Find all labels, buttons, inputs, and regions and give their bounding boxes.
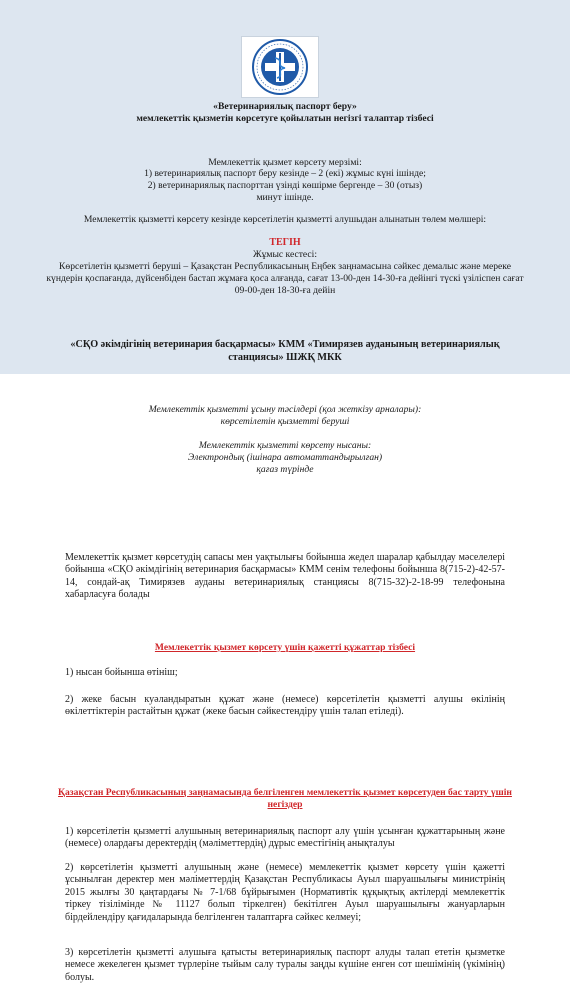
schedule-title: Жұмыс кестесі: [252,249,318,260]
schedule-body: Көрсетілетін қызметті беруші – Қазақстан Республикасының Еңбек заңнамасына сәйкес демалыс және мереке күндерін қоспағанда, дүйсенбіден бастап жұмаға қоса алғанда, сағат 13-00-ден 14-30-ға дейінгі түскі үзіліспен сағат 09-00-ден 18-30-ға дейін [46,261,524,296]
service-form-value-line1: Электрондық (ішінара автоматтандырылған) [187,452,383,463]
service-form-value-line2: қағаз түрінде [256,464,314,475]
documents-item-2: 2) жеке басын куәландыратын құжат және (немесе) көрсетілетін қызметті алушы өкілінің өкілеттіктерін растайтын құжат (жеке басын сәйкестендіру үшін талап етіледі). [65,694,505,718]
service-form-title: Мемлекеттік қызметті көрсету нысаны: [198,440,372,451]
documents-item-1: 1) нысан бойынша өтініш; [65,667,178,678]
fee-title: Мемлекеттік қызметті көрсету кезінде көрсетілетін қызметті алушыдан алынатын төлем мөлшері: [83,214,487,225]
term-item-1: 1) ветеринариялық паспорт беру кезінде – 2 (екі) жұмыс күні ішінде; [144,168,426,179]
contacts-paragraph: Мемлекеттік қызмет көрсетудің сапасы мен уақтылығы бойынша жедел шаралар қабылдау мәселелері бойынша «СҚО әкімдігінің ветеринария басқармасы» КММ сенім телефоны бойынша 8(715-2)-42-57-14, сондай-ақ Тимирязев ауданы ветеринариялық станциясы 8(715-32)-2-18-99 телефонына хабарласуға болады [65,552,505,601]
service-provider-name: «СҚО әкімдігінің ветеринария басқармасы» КММ «Тимирязев ауданының ветеринариялық станциясы» ШЖҚ МКК [70,339,500,363]
veterinary-emblem-icon [251,38,309,96]
document-title [0,101,570,125]
term-item-2-line2: минут ішінде. [256,192,314,203]
service-ways-title: Мемлекеттік қызметті ұсыну тәсілдері (қол жеткізу арналары): [148,404,422,415]
refusal-item-2: 2) көрсетілетін қызметті алушының және (немесе) мемлекеттік қызмет көрсету үшін қажетті ұсынылған деректер мен мәліметтердің Қазақстан Республикасы Ауыл шаруашылығы министрінің 2015 жылғы 30 қаңтардағы № 7-1/68 бұйрығымен (Нормативтік құқықтық актілерді мемлекеттік тіркеу тізілімінде № 11127 болып тіркелген) бекітілген Ауыл шаруашылығы жануарларын бірдейлендіру қағидаларында белгіленген талаптарға сәйкес келмеуі; [65,862,505,923]
service-ways-value: көрсетілетін қызметті беруші [220,416,350,427]
refusal-heading: Қазақстан Республикасының заңнамасында белгіленген мемлекеттік қызмет көрсетуден бас тарту үшін негіздер [58,787,512,810]
document-title-line1: «Ветеринариялық паспорт беру» [213,101,357,112]
document-title-line2: мемлекеттік қызметін көрсетуге қойылатын негізгі талаптар тізбесі [136,113,434,124]
refusal-item-1: 1) көрсетілетін қызметті алушының ветеринариялық паспорт алу үшін ұсынған құжаттарының және (немесе) олардағы деректердің (мәліметтердің) дұрыс еместігінің анықталуы [65,826,505,850]
refusal-item-3: 3) көрсетілетін қызметті алушыға қатысты ветеринариялық паспорт алуды талап ететін қызметке немесе жекелеген қызмет түрлеріне тыйым салу туралы заңды күшіне енген сот шешімінің (үкімінің) болуы. [65,947,505,983]
veterinary-logo [241,36,319,98]
fee-value: ТЕГІН [269,237,301,248]
term-title: Мемлекеттік қызмет көрсету мерзімі: [208,157,362,168]
term-item-2-line1: 2) ветеринариялық паспорттан үзінді көшірме бергенде – 30 (отыз) [147,180,423,191]
documents-heading: Мемлекеттік қызмет көрсету үшін қажетті құжаттар тізбесі [154,642,416,653]
